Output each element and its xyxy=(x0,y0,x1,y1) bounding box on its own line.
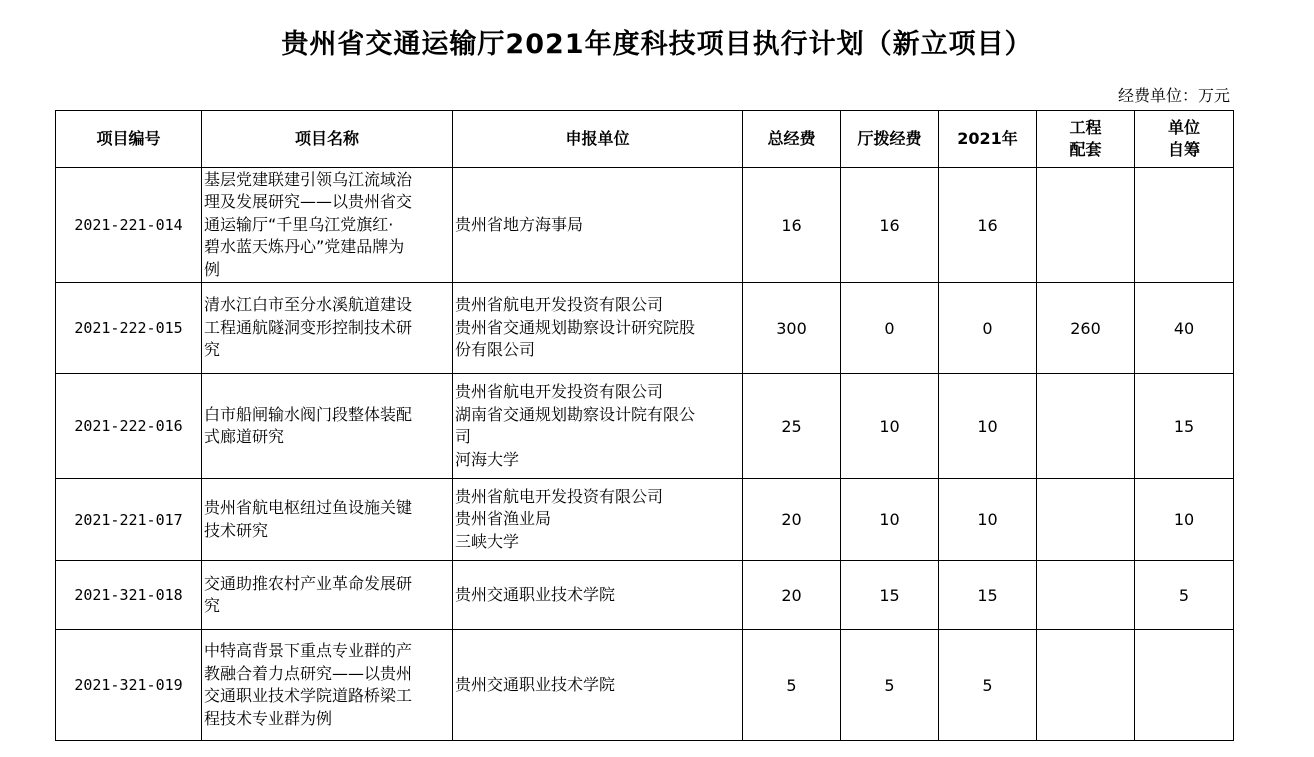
cell-self-funded: 5 xyxy=(1135,561,1234,630)
header-total: 总经费 xyxy=(743,111,841,168)
cell-total: 25 xyxy=(743,374,841,479)
header-2021: 2021年 xyxy=(939,111,1037,168)
cell-engineering xyxy=(1037,630,1135,741)
cell-code: 2021-321-018 xyxy=(56,561,202,630)
header-grant: 厅拨经费 xyxy=(841,111,939,168)
cell-name: 基层党建联建引领乌江流域治 理及发展研究——以贵州省交 通运输厅“千里乌江党旗红· 碧水蓝天炼丹心”党建品牌为 例 xyxy=(202,168,453,283)
cell-engineering xyxy=(1037,374,1135,479)
table-row xyxy=(56,374,1234,479)
header-self-funded: 单位 自筹 xyxy=(1135,111,1234,168)
cell-name: 清水江白市至分水溪航道建设 工程通航隧洞变形控制技术研 究 xyxy=(202,283,453,374)
cell-grant: 5 xyxy=(841,630,939,741)
cell-org: 贵州省地方海事局 xyxy=(453,168,743,283)
cell-org: 贵州交通职业技术学院 xyxy=(453,630,743,741)
cell-total: 5 xyxy=(743,630,841,741)
project-table xyxy=(55,110,1234,741)
cell-name: 交通助推农村产业革命发展研 究 xyxy=(202,561,453,630)
table-row xyxy=(56,168,1234,283)
table-row xyxy=(56,283,1234,374)
cell-self-funded xyxy=(1135,168,1234,283)
header-engineering: 工程 配套 xyxy=(1037,111,1135,168)
cell-code: 2021-321-019 xyxy=(56,630,202,741)
table-header-row xyxy=(56,111,1234,168)
cell-grant: 16 xyxy=(841,168,939,283)
cell-total: 20 xyxy=(743,561,841,630)
cell-total: 300 xyxy=(743,283,841,374)
cell-org: 贵州省航电开发投资有限公司 湖南省交通规划勘察设计院有限公 司 河海大学 xyxy=(453,374,743,479)
cell-org: 贵州省航电开发投资有限公司 贵州省渔业局 三峡大学 xyxy=(453,479,743,561)
cell-total: 20 xyxy=(743,479,841,561)
document-title: 贵州省交通运输厅2021年度科技项目执行计划（新立项目） xyxy=(281,29,1033,60)
table-row xyxy=(56,561,1234,630)
cell-grant: 15 xyxy=(841,561,939,630)
cell-org: 贵州交通职业技术学院 xyxy=(453,561,743,630)
cell-code: 2021-221-017 xyxy=(56,479,202,561)
cell-total: 16 xyxy=(743,168,841,283)
cell-self-funded: 10 xyxy=(1135,479,1234,561)
unit-note: 经费单位：万元 xyxy=(1117,86,1230,105)
cell-org: 贵州省航电开发投资有限公司 贵州省交通规划勘察设计研究院股 份有限公司 xyxy=(453,283,743,374)
cell-2021: 5 xyxy=(939,630,1037,741)
cell-2021: 15 xyxy=(939,561,1037,630)
cell-grant: 10 xyxy=(841,374,939,479)
cell-self-funded: 15 xyxy=(1135,374,1234,479)
cell-grant: 0 xyxy=(841,283,939,374)
cell-name: 白市船闸输水阀门段整体装配 式廊道研究 xyxy=(202,374,453,479)
cell-code: 2021-221-014 xyxy=(56,168,202,283)
cell-name: 贵州省航电枢纽过鱼设施关键 技术研究 xyxy=(202,479,453,561)
cell-engineering xyxy=(1037,561,1135,630)
cell-name: 中特高背景下重点专业群的产 教融合着力点研究——以贵州 交通职业技术学院道路桥梁工 程技术专业群为例 xyxy=(202,630,453,741)
cell-engineering xyxy=(1037,168,1135,283)
cell-engineering xyxy=(1037,479,1135,561)
table-row xyxy=(56,630,1234,741)
header-code: 项目编号 xyxy=(56,111,202,168)
cell-self-funded xyxy=(1135,630,1234,741)
table-row xyxy=(56,479,1234,561)
cell-self-funded: 40 xyxy=(1135,283,1234,374)
cell-2021: 0 xyxy=(939,283,1037,374)
header-name: 项目名称 xyxy=(202,111,453,168)
cell-2021: 10 xyxy=(939,374,1037,479)
cell-code: 2021-222-015 xyxy=(56,283,202,374)
cell-engineering: 260 xyxy=(1037,283,1135,374)
cell-grant: 10 xyxy=(841,479,939,561)
header-org: 申报单位 xyxy=(453,111,743,168)
cell-code: 2021-222-016 xyxy=(56,374,202,479)
cell-2021: 10 xyxy=(939,479,1037,561)
cell-2021: 16 xyxy=(939,168,1037,283)
